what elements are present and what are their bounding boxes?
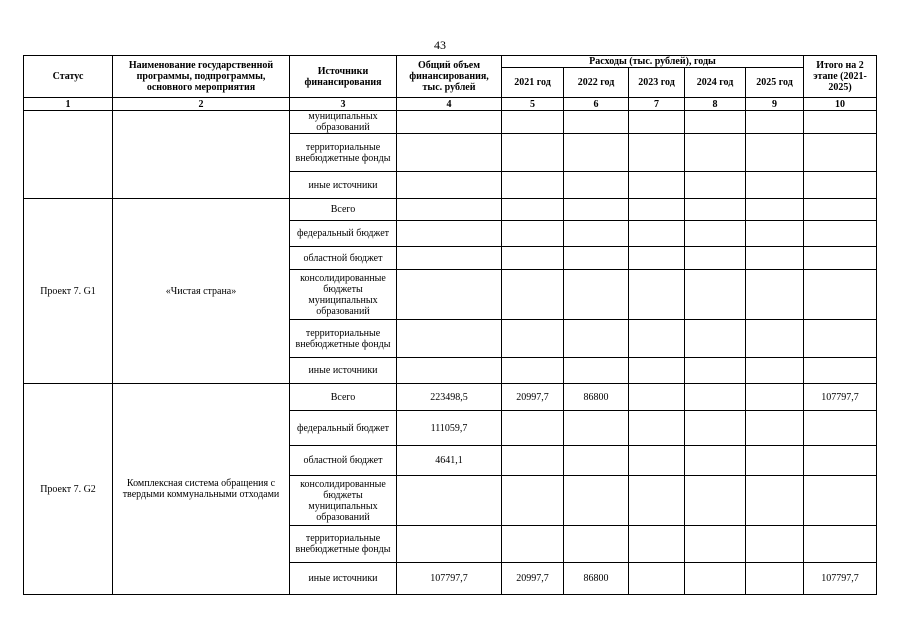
stage-total-cell <box>804 199 877 221</box>
year-cell <box>746 320 804 358</box>
column-number: 3 <box>290 98 397 111</box>
stage-total-cell <box>804 221 877 247</box>
year-cell <box>629 172 685 199</box>
year-cell <box>502 172 564 199</box>
year-cell <box>564 526 629 563</box>
source-cell: консолидированные бюджеты муниципальных образований <box>290 476 397 526</box>
year-cell <box>746 134 804 172</box>
stage-total-cell <box>804 358 877 384</box>
year-cell <box>685 358 746 384</box>
year-cell: 86800 <box>564 563 629 595</box>
year-cell <box>629 358 685 384</box>
header-year: 2021 год <box>502 68 564 98</box>
stage-total-cell <box>804 411 877 446</box>
year-cell <box>746 270 804 320</box>
stage-total-cell <box>804 134 877 172</box>
total-cell <box>397 270 502 320</box>
year-cell <box>564 111 629 134</box>
source-cell: иные источники <box>290 358 397 384</box>
year-cell <box>746 476 804 526</box>
year-cell <box>502 526 564 563</box>
year-cell <box>685 270 746 320</box>
total-cell: 107797,7 <box>397 563 502 595</box>
year-cell <box>502 476 564 526</box>
column-number: 10 <box>804 98 877 111</box>
year-cell <box>629 411 685 446</box>
stage-total-cell <box>804 446 877 476</box>
year-cell <box>685 384 746 411</box>
year-cell <box>564 270 629 320</box>
year-cell <box>685 134 746 172</box>
header-year: 2023 год <box>629 68 685 98</box>
year-cell <box>746 446 804 476</box>
year-cell <box>746 172 804 199</box>
year-cell <box>502 270 564 320</box>
status-cell: Проект 7. G2 <box>24 384 113 595</box>
source-cell: муниципальных образований <box>290 111 397 134</box>
year-cell <box>685 172 746 199</box>
column-number: 4 <box>397 98 502 111</box>
financing-table <box>23 55 877 595</box>
year-cell <box>629 111 685 134</box>
status-cell <box>24 111 113 199</box>
year-cell <box>746 563 804 595</box>
total-cell: 223498,5 <box>397 384 502 411</box>
header-status: Статус <box>24 56 113 98</box>
year-cell <box>746 358 804 384</box>
total-cell <box>397 221 502 247</box>
year-cell <box>685 476 746 526</box>
column-number: 8 <box>685 98 746 111</box>
header-total-volume: Общий объем финансирования, тыс. рублей <box>397 56 502 98</box>
year-cell <box>502 358 564 384</box>
total-cell: 4641,1 <box>397 446 502 476</box>
source-cell: территориальные внебюджетные фонды <box>290 134 397 172</box>
stage-total-cell <box>804 172 877 199</box>
year-cell <box>685 320 746 358</box>
year-cell <box>564 411 629 446</box>
year-cell <box>502 134 564 172</box>
year-cell <box>685 526 746 563</box>
stage-total-cell <box>804 270 877 320</box>
year-cell <box>564 320 629 358</box>
total-cell <box>397 358 502 384</box>
year-cell <box>502 199 564 221</box>
total-cell <box>397 526 502 563</box>
source-cell: территориальные внебюджетные фонды <box>290 320 397 358</box>
year-cell <box>502 446 564 476</box>
header-year: 2024 год <box>685 68 746 98</box>
column-number: 2 <box>113 98 290 111</box>
year-cell <box>502 111 564 134</box>
stage-total-cell <box>804 247 877 270</box>
source-cell: федеральный бюджет <box>290 221 397 247</box>
year-cell <box>629 134 685 172</box>
stage-total-cell: 107797,7 <box>804 563 877 595</box>
year-cell <box>564 476 629 526</box>
stage-total-cell <box>804 320 877 358</box>
year-cell <box>685 446 746 476</box>
year-cell: 20997,7 <box>502 563 564 595</box>
year-cell <box>564 221 629 247</box>
year-cell <box>564 446 629 476</box>
year-cell <box>746 247 804 270</box>
year-cell <box>685 199 746 221</box>
column-number: 6 <box>564 98 629 111</box>
column-number: 5 <box>502 98 564 111</box>
header-year: 2022 год <box>564 68 629 98</box>
year-cell <box>502 221 564 247</box>
total-cell <box>397 111 502 134</box>
program-name-cell <box>113 111 290 199</box>
year-cell <box>685 411 746 446</box>
source-cell: областной бюджет <box>290 247 397 270</box>
year-cell <box>629 320 685 358</box>
year-cell <box>564 172 629 199</box>
source-cell: консолидированные бюджеты муниципальных образований <box>290 270 397 320</box>
year-cell <box>685 221 746 247</box>
year-cell <box>502 320 564 358</box>
table-row <box>24 384 877 411</box>
stage-total-cell <box>804 111 877 134</box>
year-cell <box>629 270 685 320</box>
program-name-cell: Комплексная система обращения с твердыми коммунальными отходами <box>113 384 290 595</box>
source-cell: федеральный бюджет <box>290 411 397 446</box>
stage-total-cell: 107797,7 <box>804 384 877 411</box>
source-cell: областной бюджет <box>290 446 397 476</box>
source-cell: иные источники <box>290 172 397 199</box>
header-name: Наименование государственной программы, подпрограммы, основного мероприятия <box>113 56 290 98</box>
program-name-cell: «Чистая страна» <box>113 199 290 384</box>
stage-total-cell <box>804 526 877 563</box>
column-number: 7 <box>629 98 685 111</box>
year-cell <box>629 446 685 476</box>
year-cell <box>746 221 804 247</box>
column-number: 9 <box>746 98 804 111</box>
year-cell <box>746 111 804 134</box>
year-cell <box>746 199 804 221</box>
total-cell <box>397 247 502 270</box>
total-cell <box>397 320 502 358</box>
year-cell <box>629 247 685 270</box>
source-cell: Всего <box>290 199 397 221</box>
total-cell <box>397 476 502 526</box>
year-cell <box>685 247 746 270</box>
year-cell <box>746 526 804 563</box>
header-expenses: Расходы (тыс. рублей), годы <box>502 56 804 68</box>
status-cell: Проект 7. G1 <box>24 199 113 384</box>
year-cell <box>564 134 629 172</box>
year-cell <box>629 526 685 563</box>
year-cell: 20997,7 <box>502 384 564 411</box>
table-row <box>24 199 877 221</box>
year-cell <box>629 221 685 247</box>
year-cell: 86800 <box>564 384 629 411</box>
table-header <box>24 56 877 111</box>
year-cell <box>746 384 804 411</box>
total-cell <box>397 172 502 199</box>
total-cell <box>397 134 502 172</box>
year-cell <box>629 476 685 526</box>
header-sources: Источники финансирования <box>290 56 397 98</box>
source-cell: территориальные внебюджетные фонды <box>290 526 397 563</box>
year-cell <box>685 111 746 134</box>
total-cell: 111059,7 <box>397 411 502 446</box>
year-cell <box>564 247 629 270</box>
year-cell <box>629 199 685 221</box>
column-number: 1 <box>24 98 113 111</box>
total-cell <box>397 199 502 221</box>
year-cell <box>564 358 629 384</box>
header-year: 2025 год <box>746 68 804 98</box>
source-cell: иные источники <box>290 563 397 595</box>
table-row <box>24 111 877 134</box>
stage-total-cell <box>804 476 877 526</box>
year-cell <box>746 411 804 446</box>
year-cell <box>564 199 629 221</box>
year-cell <box>629 563 685 595</box>
year-cell <box>502 247 564 270</box>
header-stage-total: Итого на 2 этапе (2021-2025) <box>804 56 877 98</box>
source-cell: Всего <box>290 384 397 411</box>
page-number: 43 <box>434 38 446 52</box>
year-cell <box>685 563 746 595</box>
year-cell <box>629 384 685 411</box>
year-cell <box>502 411 564 446</box>
